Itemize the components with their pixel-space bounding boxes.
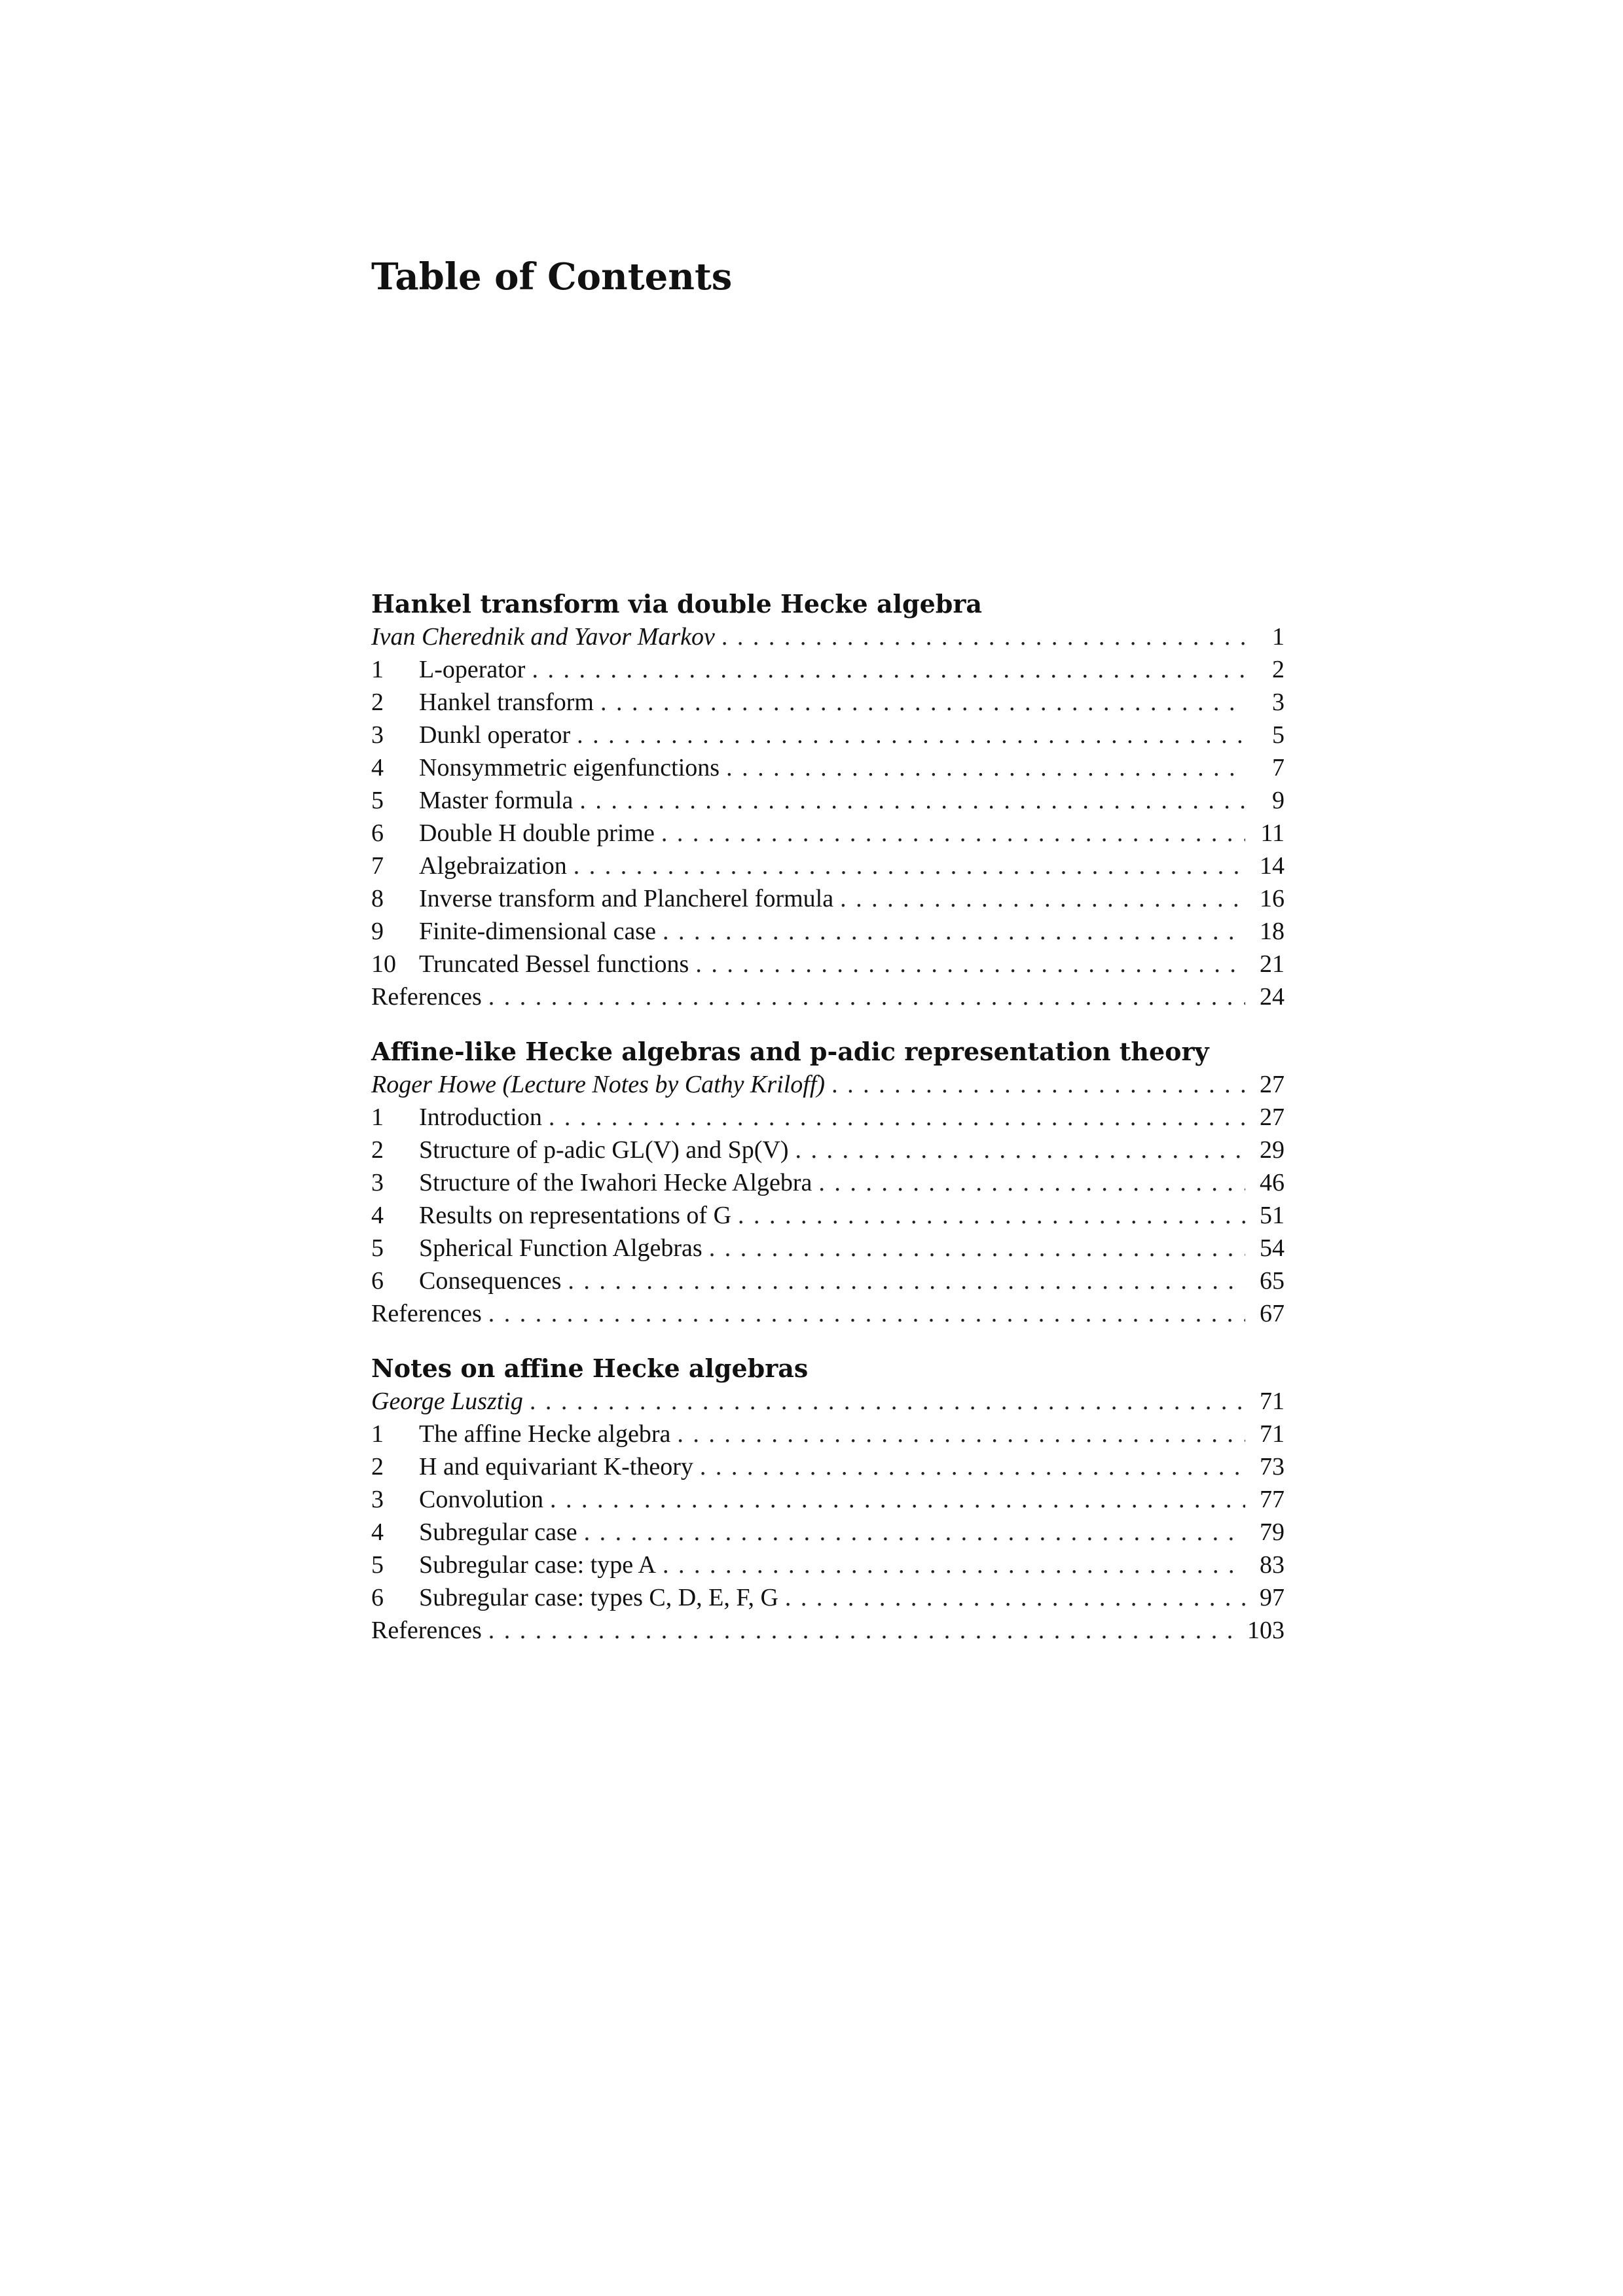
page-number: 71 <box>1260 1388 1285 1415</box>
page-number: 14 <box>1260 852 1285 880</box>
dot-leader <box>738 1199 1245 1232</box>
page-title: Table of Contents <box>371 255 733 298</box>
section-number: 5 <box>371 787 384 814</box>
dot-leader <box>550 1483 1245 1516</box>
section-number: 9 <box>371 918 384 945</box>
section-number: 2 <box>371 1136 384 1164</box>
section-title: Spherical Function Algebras <box>419 1234 702 1262</box>
toc-part <box>371 588 1285 1013</box>
page-number: 9 <box>1272 787 1285 814</box>
author-name: Ivan Cherednik and Yavor Markov <box>371 623 715 651</box>
page-number: 46 <box>1260 1169 1285 1196</box>
page-number: 5 <box>1272 721 1285 749</box>
dot-leader <box>840 882 1245 915</box>
section-title: Master formula <box>419 787 574 814</box>
dot-leader <box>579 784 1245 817</box>
toc-part <box>371 1035 1285 1330</box>
page-number: 7 <box>1272 754 1285 781</box>
page-number: 16 <box>1260 885 1285 912</box>
toc-references-row[interactable] <box>371 1614 1285 1647</box>
dot-leader <box>549 1101 1245 1134</box>
page-number: 65 <box>1260 1267 1285 1295</box>
dot-leader <box>488 1614 1241 1647</box>
references-label: References <box>371 983 482 1011</box>
section-number: 10 <box>371 950 396 978</box>
toc-references-row[interactable] <box>371 1297 1285 1330</box>
dot-leader <box>663 1549 1245 1581</box>
section-title: Inverse transform and Plancherel formula <box>419 885 834 912</box>
toc-entry[interactable] <box>371 1199 1285 1232</box>
section-number: 6 <box>371 1267 384 1295</box>
page-number: 77 <box>1260 1486 1285 1513</box>
dot-leader <box>532 653 1245 686</box>
section-number: 4 <box>371 754 384 781</box>
toc-entry[interactable] <box>371 1549 1285 1581</box>
page-number: 54 <box>1260 1234 1285 1262</box>
section-title: Consequences <box>419 1267 562 1295</box>
section-title: Dunkl operator <box>419 721 571 749</box>
section-number: 5 <box>371 1551 384 1579</box>
section-title: Algebraization <box>419 852 567 880</box>
dot-leader <box>663 915 1245 948</box>
page-number: 73 <box>1260 1453 1285 1480</box>
section-title: Structure of p-adic GL(V) and Sp(V) <box>419 1136 789 1164</box>
section-title: Nonsymmetric eigenfunctions <box>419 754 720 781</box>
references-label: References <box>371 1300 482 1327</box>
author-name: George Lusztig <box>371 1388 523 1415</box>
page-number: 103 <box>1247 1617 1285 1644</box>
section-number: 1 <box>371 1103 384 1131</box>
dot-leader <box>795 1134 1245 1166</box>
dot-leader <box>584 1516 1245 1549</box>
part-title: Hankel transform via double Hecke algebra <box>371 589 982 619</box>
page-number: 97 <box>1260 1584 1285 1611</box>
toc-entry[interactable] <box>371 1101 1285 1134</box>
toc-entry[interactable] <box>371 1166 1285 1199</box>
section-title: Finite-dimensional case <box>419 918 656 945</box>
toc-entry[interactable] <box>371 1134 1285 1166</box>
section-title: Subregular case <box>419 1518 577 1546</box>
section-title: The affine Hecke algebra <box>419 1420 671 1448</box>
toc-entry[interactable] <box>371 948 1285 980</box>
toc-entry[interactable] <box>371 1450 1285 1483</box>
dot-leader <box>488 980 1245 1013</box>
page-number: 27 <box>1260 1103 1285 1131</box>
page-number: 11 <box>1260 819 1285 847</box>
toc-entry[interactable] <box>371 850 1285 882</box>
section-number: 3 <box>371 1486 384 1513</box>
dot-leader <box>700 1450 1245 1483</box>
page-number: 27 <box>1260 1071 1285 1098</box>
section-number: 1 <box>371 1420 384 1448</box>
page-number: 3 <box>1272 689 1285 716</box>
section-number: 7 <box>371 852 384 880</box>
toc-part <box>371 1352 1285 1647</box>
toc-author-row[interactable] <box>371 620 1285 653</box>
toc-entry[interactable] <box>371 817 1285 850</box>
toc-entry[interactable] <box>371 784 1285 817</box>
part-title: Affine-like Hecke algebras and p-adic representation theory <box>371 1037 1209 1066</box>
section-number: 2 <box>371 689 384 716</box>
section-title: Subregular case: type A <box>419 1551 656 1579</box>
section-number: 6 <box>371 1584 384 1611</box>
toc-entry[interactable] <box>371 751 1285 784</box>
page-number: 83 <box>1260 1551 1285 1579</box>
toc-entry[interactable] <box>371 1483 1285 1516</box>
toc-entry[interactable] <box>371 686 1285 719</box>
dot-leader <box>818 1166 1245 1199</box>
section-number: 3 <box>371 721 384 749</box>
toc-entry[interactable] <box>371 719 1285 751</box>
page-number: 24 <box>1260 983 1285 1011</box>
section-title: H and equivariant K-theory <box>419 1453 693 1480</box>
references-label: References <box>371 1617 482 1644</box>
toc-author-row[interactable] <box>371 1385 1285 1418</box>
dot-leader <box>661 817 1245 850</box>
dot-leader <box>577 719 1245 751</box>
dot-leader <box>568 1265 1245 1297</box>
toc-entry[interactable] <box>371 653 1285 686</box>
section-number: 2 <box>371 1453 384 1480</box>
section-title: Truncated Bessel functions <box>419 950 689 978</box>
dot-leader <box>677 1418 1245 1450</box>
toc-references-row[interactable] <box>371 980 1285 1013</box>
section-title: Structure of the Iwahori Hecke Algebra <box>419 1169 812 1196</box>
section-number: 4 <box>371 1202 384 1229</box>
toc-entry[interactable] <box>371 1516 1285 1549</box>
dot-leader <box>709 1232 1245 1265</box>
page-number: 2 <box>1272 656 1285 683</box>
section-number: 6 <box>371 819 384 847</box>
toc-author-row[interactable] <box>371 1068 1285 1101</box>
page-number: 29 <box>1260 1136 1285 1164</box>
dot-leader <box>530 1385 1245 1418</box>
toc-entry[interactable] <box>371 1232 1285 1265</box>
section-number: 8 <box>371 885 384 912</box>
dot-leader <box>721 620 1245 653</box>
page-number: 21 <box>1260 950 1285 978</box>
section-title: Convolution <box>419 1486 544 1513</box>
section-title: Double H double prime <box>419 819 655 847</box>
section-title: L-operator <box>419 656 526 683</box>
page-number: 51 <box>1260 1202 1285 1229</box>
toc-entry[interactable] <box>371 915 1285 948</box>
section-title: Results on representations of G <box>419 1202 732 1229</box>
dot-leader <box>831 1068 1245 1101</box>
page-number: 79 <box>1260 1518 1285 1546</box>
dot-leader <box>488 1297 1245 1330</box>
section-title: Hankel transform <box>419 689 594 716</box>
table-of-contents <box>371 588 1285 1669</box>
section-number: 4 <box>371 1518 384 1546</box>
toc-entry[interactable] <box>371 882 1285 915</box>
page-number: 67 <box>1260 1300 1285 1327</box>
section-number: 1 <box>371 656 384 683</box>
page-number: 71 <box>1260 1420 1285 1448</box>
dot-leader <box>574 850 1245 882</box>
dot-leader <box>600 686 1245 719</box>
section-number: 3 <box>371 1169 384 1196</box>
part-title: Notes on affine Hecke algebras <box>371 1354 809 1383</box>
dot-leader <box>785 1581 1245 1614</box>
toc-entry[interactable] <box>371 1265 1285 1297</box>
section-title: Subregular case: types C, D, E, F, G <box>419 1584 778 1611</box>
toc-entry[interactable] <box>371 1418 1285 1450</box>
section-number: 5 <box>371 1234 384 1262</box>
dot-leader <box>726 751 1245 784</box>
page-number: 1 <box>1272 623 1285 651</box>
page-number: 18 <box>1260 918 1285 945</box>
dot-leader <box>695 948 1245 980</box>
toc-entry[interactable] <box>371 1581 1285 1614</box>
author-name: Roger Howe (Lecture Notes by Cathy Kriloff) <box>371 1071 826 1098</box>
section-title: Introduction <box>419 1103 542 1131</box>
